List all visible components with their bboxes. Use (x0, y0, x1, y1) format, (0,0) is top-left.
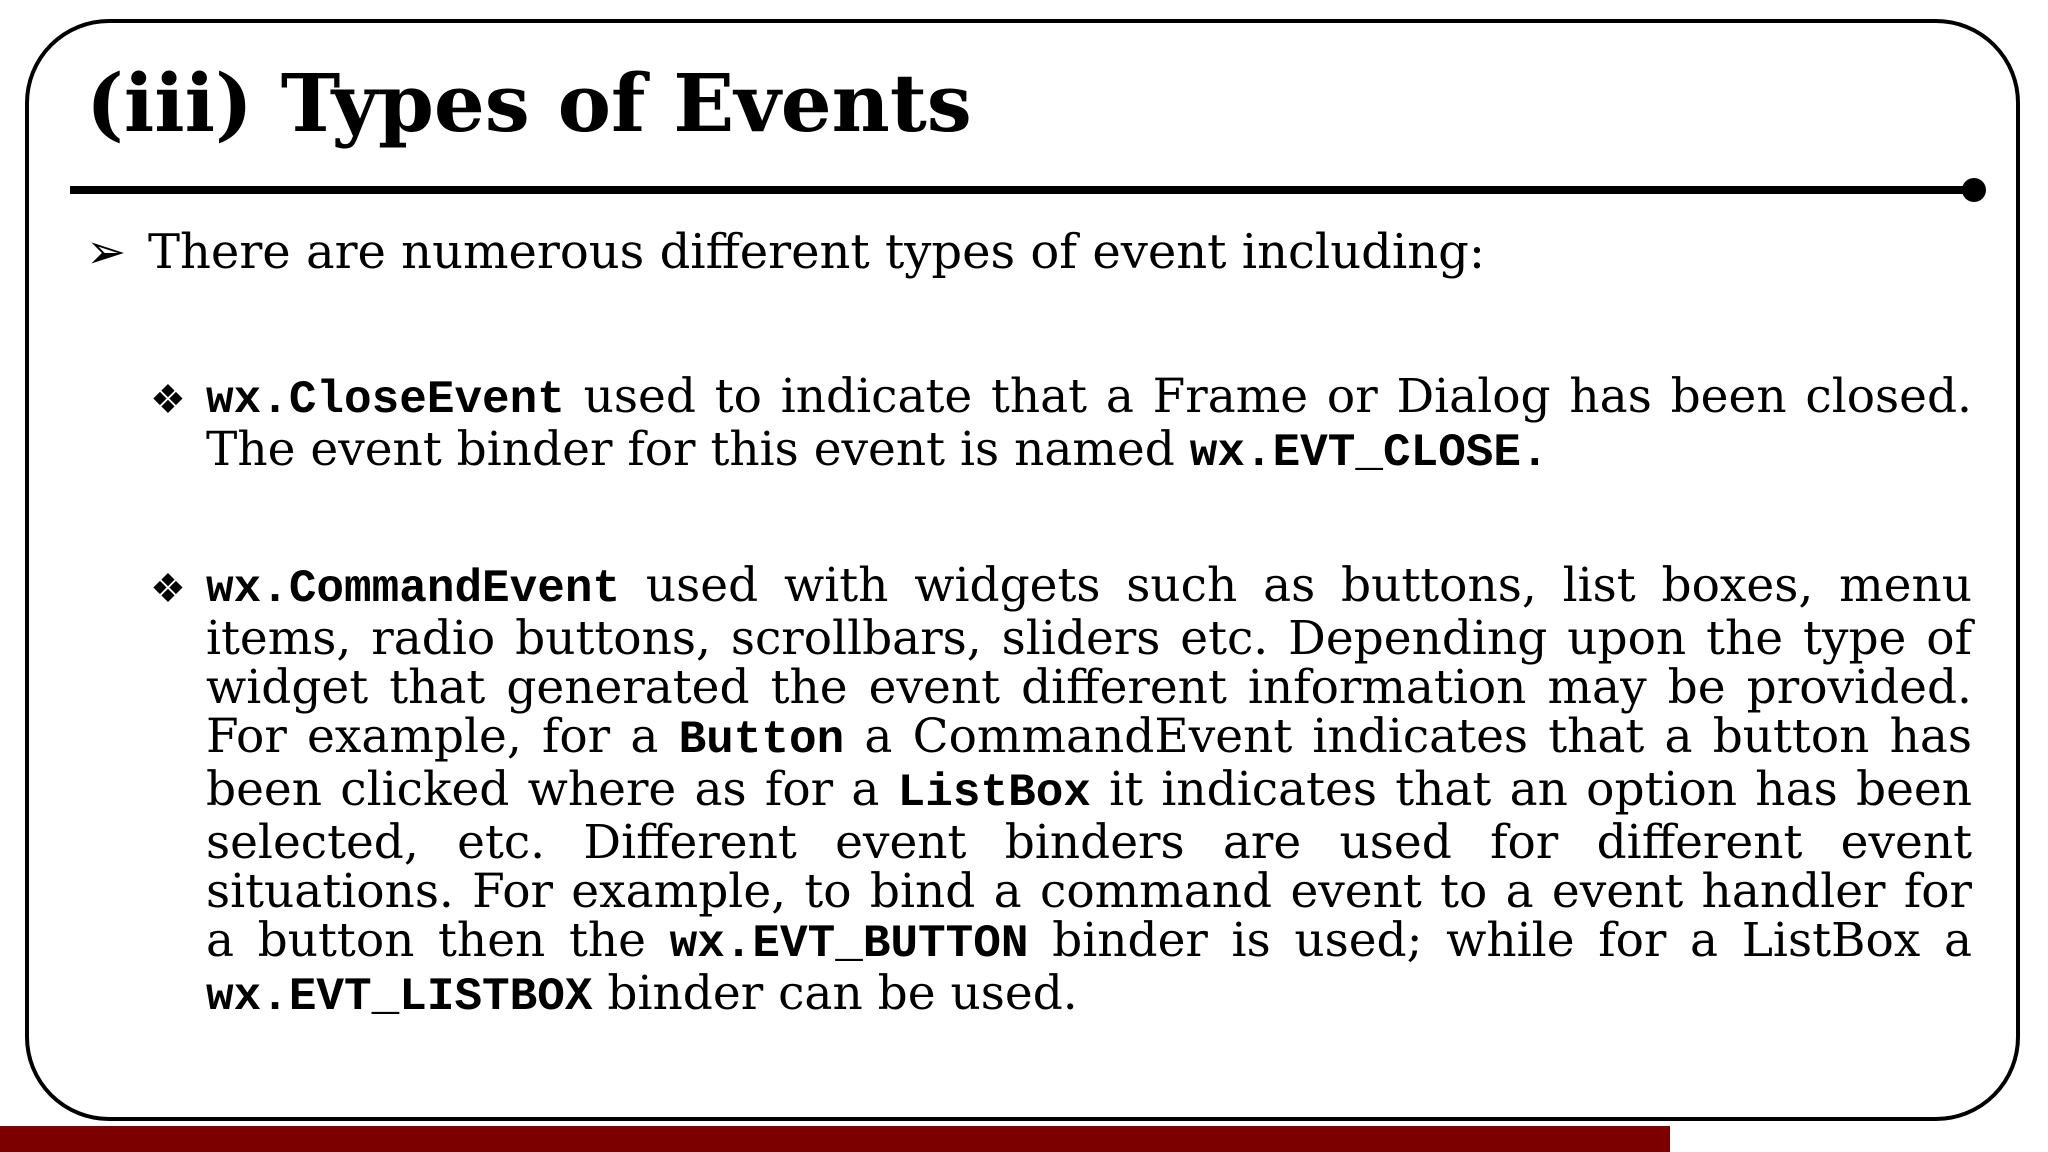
command-event-term: wx.CommandEvent (206, 563, 621, 615)
title-underline (70, 186, 1975, 194)
arrow-bullet-icon: ➢ (86, 224, 127, 280)
code-evt-listbox: wx.EVT_LISTBOX (206, 971, 593, 1023)
command-event-text-4: binder is used; while for a ListBox a (1028, 913, 1972, 968)
close-event-binder: wx.EVT_CLOSE. (1189, 427, 1549, 479)
command-event-text-5: binder can be used. (592, 966, 1078, 1021)
footer-bar (0, 1126, 1670, 1152)
command-event-text-1: used with widgets such as buttons, list boxes, menu items, radio buttons, scrollbars, sliders etc. Depending upon the type of widget that generated the event different information may be provided. For example, for a (206, 558, 1972, 764)
code-evt-button: wx.EVT_BUTTON (669, 918, 1029, 970)
bullet-close-event-text (206, 369, 1972, 479)
slide-title: (iii) Types of Events (86, 56, 972, 150)
bullet-command-event-text (206, 558, 1972, 1023)
command-event-text-3: it indicates that an option has been selected, etc. Different event binders are used for different event situations. For example, to bind a command event to a event handler for a button then the (206, 762, 1972, 968)
code-listbox: ListBox (897, 767, 1091, 819)
close-event-term: wx.CloseEvent (206, 374, 565, 426)
underline-end-dot (1962, 178, 1986, 202)
command-event-text-2: a CommandEvent indicates that a button has been clicked where as for a (206, 709, 1972, 817)
intro-line (86, 222, 1485, 282)
diamond-bullet-icon: ❖ (150, 377, 186, 423)
close-event-description: used to indicate that a Frame or Dialog has been closed. The event binder for this event is named (206, 369, 1972, 477)
code-button: Button (678, 714, 845, 766)
diamond-bullet-icon: ❖ (150, 566, 186, 612)
intro-text: There are numerous different types of event including: (148, 224, 1486, 280)
